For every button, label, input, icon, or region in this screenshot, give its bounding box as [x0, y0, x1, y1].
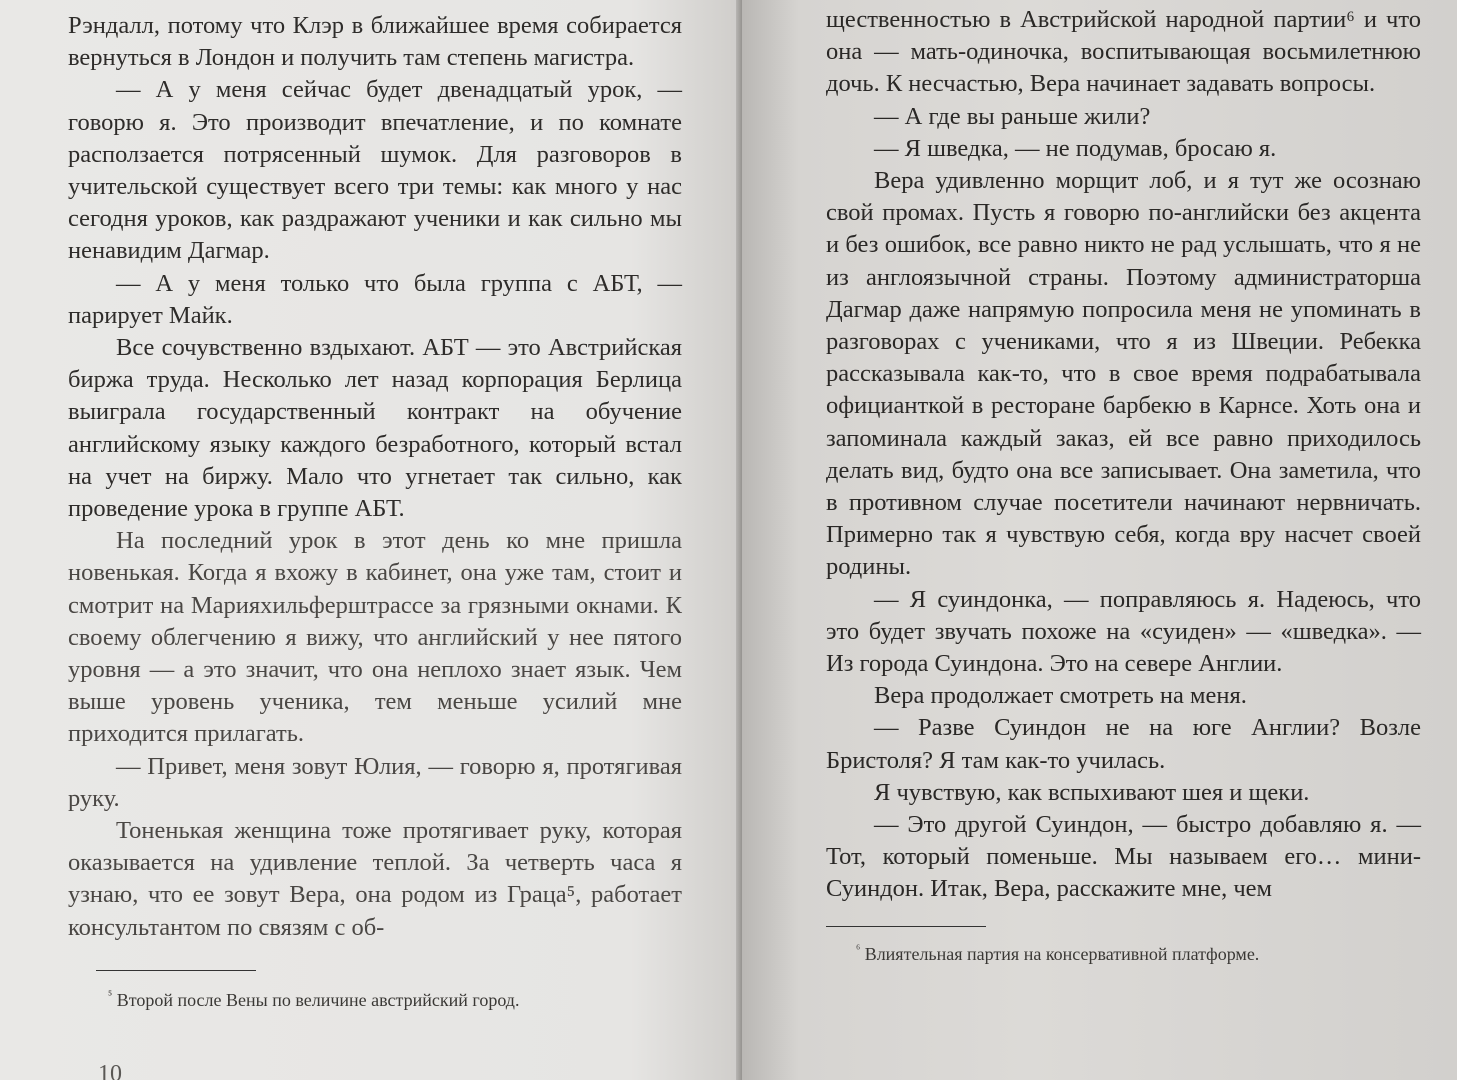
left-page-text — [68, 10, 682, 944]
footnote — [826, 937, 1421, 966]
right-page-text — [826, 4, 1421, 906]
paragraph: Я чувствую, как вспыхивают шея и щеки. — [874, 778, 1310, 806]
paragraph: — А где вы раньше жили? — [874, 102, 1151, 130]
paragraph: — А у меня сейчас будет двенадцатый урок, — говорю я. Это производит впечатление, и по комнате расползается потрясенный шумок. Для разговоров в учительской существует всего три темы: как много у нас сегодня уроков, как раздражают ученики и как сильно мы ненавидим Дагмар. — [68, 76, 682, 265]
paragraph: — Привет, меня зовут Юлия, — говорю я, протягивая руку. — [68, 752, 682, 812]
footnote-divider — [96, 970, 256, 971]
footnote-mark: ⁵ — [108, 987, 113, 1002]
paragraph: — Я шведка, — не подумав, бросаю я. — [874, 134, 1277, 162]
right-page — [742, 0, 1457, 1080]
footnote-text: Влиятельная партия на консервативной платформе. — [864, 943, 1260, 964]
footnote — [68, 983, 682, 1012]
paragraph: — Разве Суиндон не на юге Англии? Возле Бристоля? Я там как-то училась. — [826, 714, 1421, 774]
paragraph: — Я суиндонка, — поправляюсь я. Надеюсь, что это будет звучать похоже на «суиден» — «шведка». — Из города Суиндона. Это на севере Англии. — [826, 585, 1421, 678]
footnote-mark: ⁶ — [856, 941, 861, 956]
paragraph: Вера продолжает смотреть на меня. — [874, 682, 1247, 710]
page-number: 10 — [98, 1061, 122, 1080]
footnote-text: Второй после Вены по величине австрийский город. — [116, 989, 520, 1010]
paragraph: — А у меня только что была группа с АБТ, — парирует Майк. — [68, 269, 682, 329]
paragraph: — Это другой Суиндон, — быстро добавляю я. — Тот, который поменьше. Мы называем его… мини-Суиндон. Итак, Вера, расскажите мне, чем — [826, 811, 1421, 903]
paragraph: щественностью в Австрийской народной партии⁶ и что она — мать-одиночка, воспитывающая восьмилетнюю дочь. К несчастью, Вера начинает задавать вопросы. — [826, 6, 1421, 98]
paragraph: На последний урок в этот день ко мне пришла новенькая. Когда я вхожу в кабинет, она уже там, стоит и смотрит на Марияхильферштрассе за грязными окнами. К своему облегчению я вижу, что английский у нее пятого уровня — а это значит, что она неплохо знает язык. Чем выше уровень ученика, тем меньше усилий мне приходится прилагать. — [68, 527, 682, 748]
paragraph: Все сочувственно вздыхают. АБТ — это Австрийская биржа труда. Несколько лет назад корпорация Берлица выиграла государственный контракт на обучение английскому языку каждого безработного, который встал на учет на биржу. Мало что угнетает так сильно, как проведение урока в группе АБТ. — [68, 334, 682, 523]
paragraph: Рэндалл, потому что Клэр в ближайшее время собирается вернуться в Лондон и получить там степень магистра. — [68, 12, 682, 72]
footnote-divider — [826, 926, 986, 927]
paragraph: Вера удивленно морщит лоб, и я тут же осознаю свой промах. Пусть я говорю по-английски без акцента и без ошибок, все равно никто не рад услышать, что я не из англоязычной страны. Поэтому администраторша Дагмар даже напрямую попросила меня не упоминать в разговорах с учениками, что я из Швеции. Ребекка рассказывала как-то, что в свое время подрабатывала официанткой в ресторане барбекю в Карнсе. Хоть она и запоминала каждый заказ, ей все равно приходилось делать вид, будто она все записывает. Она заметила, что в противном случае посетители начинают нервничать. Примерно так я чувствую себя, когда вру насчет своей родины. — [826, 167, 1421, 581]
paragraph: Тоненькая женщина тоже протягивает руку, которая оказывается на удивление теплой. За четверть часа я узнаю, что ее зовут Вера, она родом из Граца⁵, работает консультантом по связям с об- — [68, 817, 682, 941]
